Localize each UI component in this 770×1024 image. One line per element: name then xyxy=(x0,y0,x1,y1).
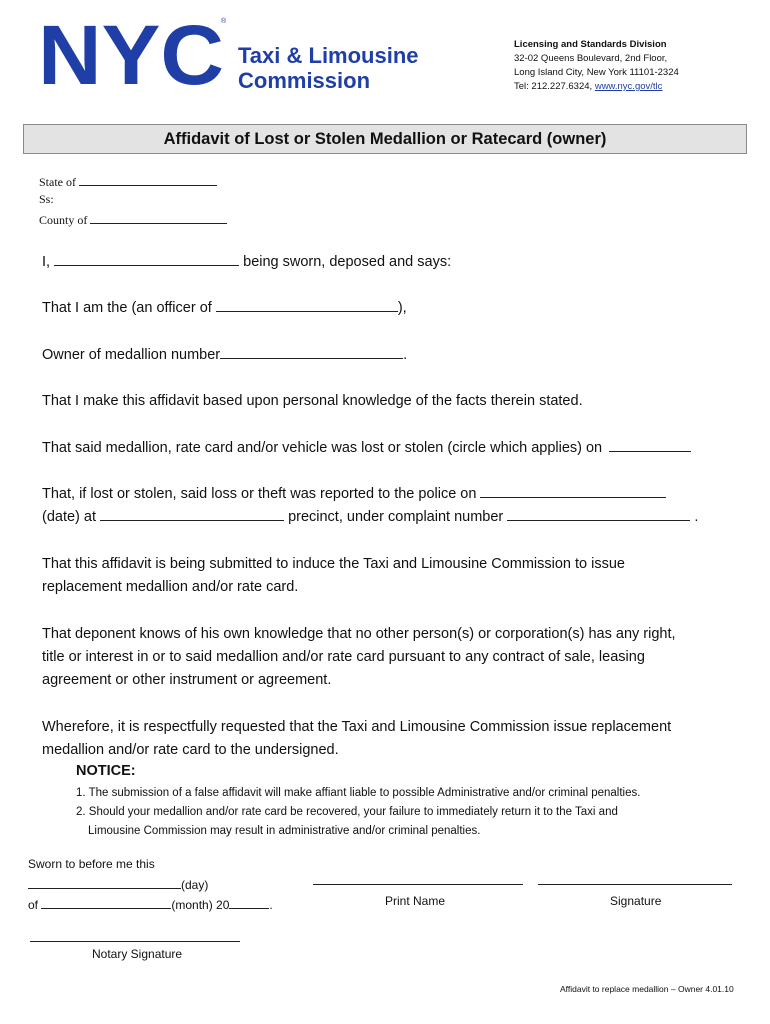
county-blank[interactable] xyxy=(90,211,227,224)
print-name-line[interactable] xyxy=(313,884,523,885)
signature-line[interactable] xyxy=(538,884,732,885)
paragraph-knowledge: That I make this affidavit based upon personal knowledge of the facts therein stated. xyxy=(42,393,583,409)
notice-item-1: 1. The submission of a false affidavit will make affiant liable to possible Administrative and/or criminal penalties. xyxy=(76,787,641,799)
state-field xyxy=(39,173,217,190)
lost-date-blank[interactable] xyxy=(609,439,691,452)
paragraph-lost xyxy=(42,437,691,460)
notice-item-2-line-2: Limousine Commission may result in administrative and/or criminal penalties. xyxy=(88,825,481,837)
deponent-line-2: title or interest in or to said medallion and/or rate card pursuant to any contract of sale, leasing xyxy=(42,649,645,665)
form-footer: Affidavit to replace medallion – Owner 4.01.10 xyxy=(560,984,734,994)
svg-text:NYC: NYC xyxy=(38,18,224,88)
officer-close: ), xyxy=(397,300,407,316)
of-label: of xyxy=(28,898,39,912)
month-field xyxy=(28,896,273,912)
nyc-logo xyxy=(38,18,228,88)
month-blank[interactable] xyxy=(41,896,171,909)
website-link[interactable]: www.nyc.gov/tlc xyxy=(594,81,663,92)
registered-mark: ® xyxy=(221,18,227,25)
day-label: (day) xyxy=(181,878,209,892)
paragraph-deponent xyxy=(42,623,676,692)
medallion-number-blank[interactable] xyxy=(220,346,403,359)
telephone: Tel: 212.227.6324, xyxy=(514,81,595,92)
affiant-name-blank[interactable] xyxy=(54,253,239,266)
agency-line-2: Commission xyxy=(238,68,371,93)
police-period: . xyxy=(694,509,699,525)
complaint-number-blank[interactable] xyxy=(507,508,690,521)
paragraph-medallion xyxy=(42,344,407,367)
division-name: Licensing and Standards Division xyxy=(514,39,667,50)
paragraph-police-2 xyxy=(42,506,698,529)
ss-label: Ss: xyxy=(39,192,54,206)
paragraph-wherefore xyxy=(42,716,671,762)
lost-text: That said medallion, rate card and/or vehicle was lost or stolen (circle which applies) on xyxy=(42,440,603,456)
officer-text: That I am the (an officer of xyxy=(42,300,212,316)
precinct-text: precinct, under complaint number xyxy=(288,509,504,525)
precinct-blank[interactable] xyxy=(100,508,284,521)
agency-name xyxy=(238,43,419,93)
year-blank[interactable] xyxy=(229,896,269,909)
month-label: (month) 20 xyxy=(171,898,230,912)
wherefore-line-1: Wherefore, it is respectfully requested that the Taxi and Limousine Commission issue replacement xyxy=(42,719,672,735)
agency-line-1: Taxi & Limousine xyxy=(238,43,419,68)
wherefore-line-2: medallion and/or rate card to the undersigned. xyxy=(42,742,339,758)
paragraph-induce xyxy=(42,553,625,599)
address-line-2: Long Island City, New York 11101-2324 xyxy=(514,67,679,78)
contact-block xyxy=(514,38,679,94)
notice-item-2-line-1: 2. Should your medallion and/or rate card be recovered, your failure to immediately return it to the Taxi and xyxy=(76,806,618,818)
address-line-1: 32-02 Queens Boulevard, 2nd Floor, xyxy=(514,53,668,64)
police-text: That, if lost or stolen, said loss or theft was reported to the police on xyxy=(42,486,477,502)
county-label: County of xyxy=(39,213,88,227)
state-label: State of xyxy=(39,175,76,189)
paragraph-name xyxy=(42,251,451,274)
induce-line-1: That this affidavit is being submitted to induce the Taxi and Limousine Commission to issue xyxy=(42,556,625,572)
medallion-period: . xyxy=(403,347,408,363)
date-at-text: (date) at xyxy=(42,509,96,525)
deponent-line-1: That deponent knows of his own knowledge that no other person(s) or corporation(s) has any right, xyxy=(42,626,676,642)
day-blank[interactable] xyxy=(28,876,181,889)
paragraph-police-1 xyxy=(42,483,666,506)
form-title: Affidavit of Lost or Stolen Medallion or Ratecard (owner) xyxy=(23,124,747,154)
deponent-line-3: agreement or other instrument or agreement. xyxy=(42,672,332,688)
print-name-label: Print Name xyxy=(385,894,446,908)
notice-title: NOTICE: xyxy=(76,763,136,779)
sworn-label: Sworn to before me this xyxy=(28,857,155,871)
i-label: I, xyxy=(42,254,51,270)
year-period: . xyxy=(269,898,273,912)
day-field xyxy=(28,876,208,892)
signature-label: Signature xyxy=(610,894,662,908)
notary-signature-label: Notary Signature xyxy=(92,947,183,961)
telephone-line xyxy=(514,80,679,94)
medallion-text: Owner of medallion number xyxy=(42,347,221,363)
police-report-date-blank[interactable] xyxy=(480,485,666,498)
paragraph-officer xyxy=(42,297,407,320)
notary-signature-line[interactable] xyxy=(30,941,240,942)
company-blank[interactable] xyxy=(216,299,398,312)
induce-line-2: replacement medallion and/or rate card. xyxy=(42,579,299,595)
state-blank[interactable] xyxy=(79,173,217,186)
sworn-text: being sworn, deposed and says: xyxy=(243,254,452,270)
county-field xyxy=(39,211,227,228)
